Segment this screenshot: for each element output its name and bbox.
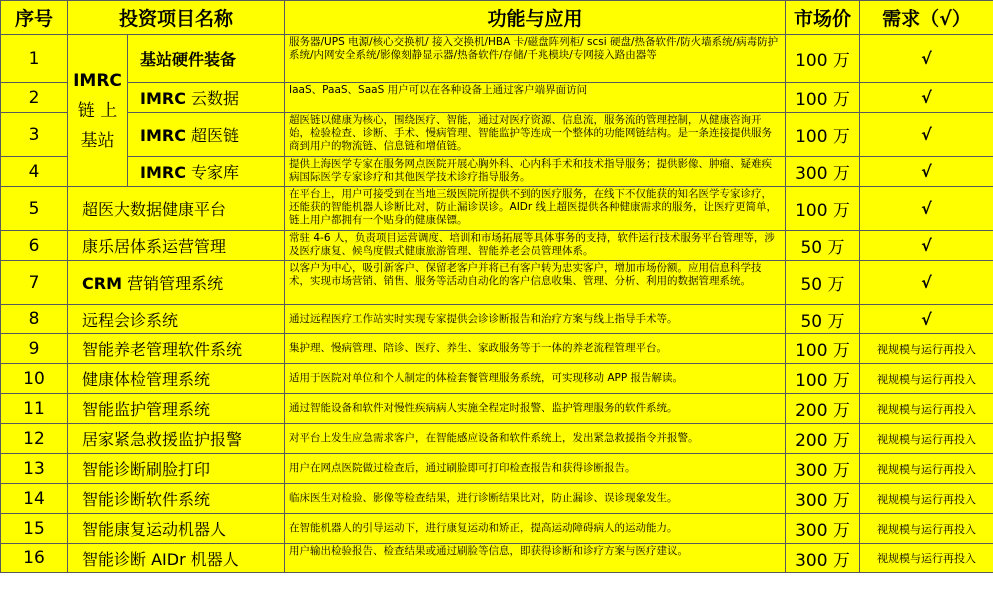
- project-name-bold: CRM: [82, 274, 122, 293]
- row-number: 4: [1, 157, 68, 187]
- project-desc: 对平台上发生应急需求客户，在智能感应设备和软件系统上，发出紧急救援指令并报警。: [285, 424, 786, 454]
- project-demand: 视规模与运行再投入: [860, 424, 993, 454]
- row-number: 1: [1, 35, 68, 83]
- project-desc: 通过智能设备和软件对慢性疾病病人实施全程定时报警、监护管理服务的软件系统。: [285, 394, 786, 424]
- row-number: 9: [1, 334, 68, 364]
- project-name-light: 超医大数据健康平台: [82, 200, 227, 219]
- project-price: 200 万: [786, 394, 860, 424]
- project-name: 智能诊断软件系统: [68, 484, 285, 514]
- project-price: 300 万: [786, 454, 860, 484]
- row-number: 3: [1, 113, 68, 157]
- table-row: [1, 305, 993, 334]
- project-desc: 适用于医院对单位和个人制定的体检套餐管理服务系统，可实现移动 APP 报告解读。: [285, 364, 786, 394]
- row-number: 5: [1, 187, 68, 231]
- project-name: 健康体检管理系统: [68, 364, 285, 394]
- project-name-bold: IMRC: [140, 126, 186, 145]
- row-number: 11: [1, 394, 68, 424]
- project-name-light: 远程会诊系统: [82, 310, 179, 330]
- project-name-bold: 基站硬件装备: [140, 50, 237, 69]
- row-number: 15: [1, 514, 68, 544]
- table-row: [1, 334, 993, 364]
- project-demand: √: [860, 35, 993, 83]
- table-row: [1, 424, 993, 454]
- project-desc: 服务器/UPS 电源/核心交换机/ 接入交换机/HBA 卡/磁盘阵列柜/ scsi 硬盘/热备软件/防火墙系统/病毒防护系统/内网安全系统/影像刻静显示器/热备软件/存储/千兆模块/专网接入路由器等: [285, 35, 786, 83]
- project-price: 300 万: [786, 544, 860, 573]
- project-demand: √: [860, 83, 993, 113]
- project-demand: √: [860, 113, 993, 157]
- row-number: 7: [1, 261, 68, 305]
- table-row: [1, 484, 993, 514]
- project-desc: IaaS、PaaS、SaaS 用户可以在各种设备上通过客户端界面访问: [285, 83, 786, 113]
- project-name-bold: IMRC: [140, 163, 186, 182]
- project-name: 智能监护管理系统: [68, 394, 285, 424]
- table-row: [1, 113, 993, 157]
- project-name-light: 营销管理系统: [121, 274, 224, 293]
- row-number: 14: [1, 484, 68, 514]
- project-price: 50 万: [786, 231, 860, 261]
- table-row: [1, 364, 993, 394]
- project-name: 居家紧急救援监护报警: [68, 424, 285, 454]
- project-price: 100 万: [786, 187, 860, 231]
- project-desc: 用户在网点医院做过检查后，通过刷脸即可打印检查报告和获得诊断报告。: [285, 454, 786, 484]
- project-price: 200 万: [786, 424, 860, 454]
- project-demand: 视规模与运行再投入: [860, 364, 993, 394]
- table-row: [1, 261, 993, 305]
- row-number: 13: [1, 454, 68, 484]
- row-number: 10: [1, 364, 68, 394]
- project-price: 100 万: [786, 83, 860, 113]
- header-row: [1, 1, 993, 35]
- project-demand: 视规模与运行再投入: [860, 334, 993, 364]
- project-price: 50 万: [786, 261, 860, 305]
- project-price: 100 万: [786, 364, 860, 394]
- project-price: 300 万: [786, 157, 860, 187]
- project-price: 300 万: [786, 484, 860, 514]
- table-row: [1, 454, 993, 484]
- header-project-name: 投资项目名称: [68, 1, 285, 35]
- project-price: 100 万: [786, 113, 860, 157]
- header-function: 功能与应用: [285, 1, 786, 35]
- table-row: [1, 187, 993, 231]
- project-name: 智能康复运动机器人: [68, 514, 285, 544]
- group-title: IMRC: [73, 70, 122, 91]
- project-desc: 用户输出检验报告、检查结果或通过刷脸等信息，即获得诊断和诊疗方案与医疗建议。: [285, 544, 786, 573]
- project-demand: √: [860, 305, 993, 334]
- table-row: [1, 394, 993, 424]
- project-price: 100 万: [786, 334, 860, 364]
- project-demand: √: [860, 157, 993, 187]
- header-demand: 需求（√）: [860, 1, 993, 35]
- project-name-light: 云数据: [185, 89, 240, 108]
- project-desc: 以客户为中心，吸引新客户、保留老客户并将已有客户转为忠实客户，增加市场份额。应用信息科学技术，实现市场营销、销售、服务等活动自动化的客户信息收集、管理、分析、利用的数据管理系统。: [285, 261, 786, 305]
- row-number: 12: [1, 424, 68, 454]
- project-name: [128, 157, 285, 187]
- project-demand: √: [860, 231, 993, 261]
- project-name-light: 超医链: [185, 126, 240, 145]
- table-row: [1, 35, 993, 83]
- project-name: [68, 261, 285, 305]
- header-seq: 序号: [1, 1, 68, 35]
- project-demand: 视规模与运行再投入: [860, 394, 993, 424]
- project-desc: 在平台上，用户可接受到在当地三级医院所提供不到的医疗服务，在线下不仅能获的知名医学专家诊疗，还能获的智能机器人诊断比对，防止漏诊误诊。AIDr 线上超医提供各种健康需求的服务，让医疗更简单，链上用户都拥有一个贴身的健康保镖。: [285, 187, 786, 231]
- project-name: [68, 231, 285, 261]
- project-name-bold: IMRC: [140, 89, 186, 108]
- project-name: 智能养老管理软件系统: [68, 334, 285, 364]
- row-number: 8: [1, 305, 68, 334]
- project-demand: 视规模与运行再投入: [860, 544, 993, 573]
- project-demand: √: [860, 261, 993, 305]
- project-desc: 集护理、慢病管理、陪诊、医疗、养生、家政服务等于一体的养老流程管理平台。: [285, 334, 786, 364]
- project-name-light: 康乐居体系运营管理: [82, 237, 227, 256]
- table-row: [1, 157, 993, 187]
- project-demand: 视规模与运行再投入: [860, 514, 993, 544]
- table-row: [1, 231, 993, 261]
- project-name: [128, 35, 285, 83]
- project-demand: 视规模与运行再投入: [860, 484, 993, 514]
- project-name: 智能诊断刷脸打印: [68, 454, 285, 484]
- project-price: 300 万: [786, 514, 860, 544]
- row-number: 2: [1, 83, 68, 113]
- header-price: 市场价: [786, 1, 860, 35]
- group-line3: 基站: [80, 130, 115, 151]
- project-desc: 在智能机器人的引导运动下，进行康复运动和矫正，提高运动障碍病人的运动能力。: [285, 514, 786, 544]
- project-name: [128, 83, 285, 113]
- project-name: 智能诊断 AIDr 机器人: [68, 544, 285, 573]
- table-row: [1, 514, 993, 544]
- project-demand: √: [860, 187, 993, 231]
- table-row: [1, 544, 993, 573]
- row-number: 16: [1, 544, 68, 573]
- project-demand: 视规模与运行再投入: [860, 454, 993, 484]
- project-name: [68, 305, 285, 334]
- row-number: 6: [1, 231, 68, 261]
- project-desc: 常驻 4-6 人，负责项目运营调度、培训和市场拓展等具体事务的支持，软件运行技术服务平台管理等，涉及医疗康复、候鸟度假式健康旅游管理、智能养老会员管理体系。: [285, 231, 786, 261]
- project-name: [128, 113, 285, 157]
- project-price: 100 万: [786, 35, 860, 83]
- project-price: 50 万: [786, 305, 860, 334]
- group-cell: [68, 35, 128, 187]
- project-desc: 临床医生对检验、影像等检查结果，进行诊断结果比对，防止漏诊、误诊现象发生。: [285, 484, 786, 514]
- table-row: [1, 83, 993, 113]
- project-desc: 通过远程医疗工作站实时实现专家提供会诊诊断报告和治疗方案与线上指导手术等。: [285, 305, 786, 334]
- project-name: [68, 187, 285, 231]
- project-name-light: 专家库: [185, 163, 240, 182]
- group-line2: 链 上: [77, 100, 118, 121]
- project-desc: 提供上海医学专家在服务网点医院开展心胸外科、心内科手术和技术指导服务；提供影像、肿瘤、疑难疾病国际医学专家诊疗和其他医学技术诊疗指导服务。: [285, 157, 786, 187]
- project-desc: 超医链以健康为核心，围绕医疗、智能，通过对医疗资源、信息流，服务流的管理控制，从健康咨询开始，检验检查、诊断、手术、慢病管理、智能监护等连成一个整体的功能网链结构。是一条连接提供服务商到用户的物流链、信息链和增值链。: [285, 113, 786, 157]
